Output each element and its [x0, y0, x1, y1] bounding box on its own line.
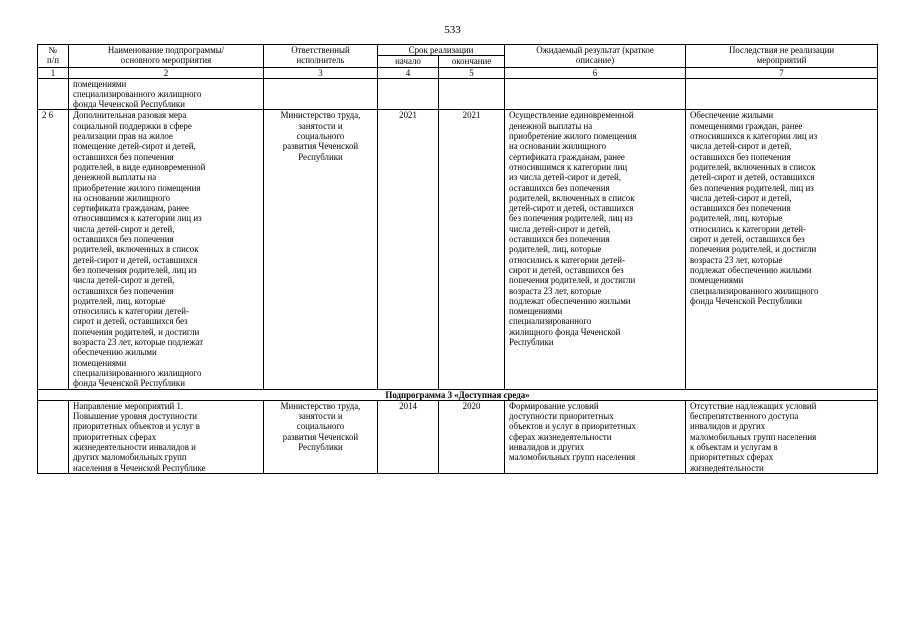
- header-col-end: окончание: [439, 56, 505, 67]
- text-line: сферах жизнедеятельности: [509, 431, 612, 442]
- row-result: [505, 400, 686, 473]
- text-line: Республики: [298, 441, 343, 452]
- text-line: без попечения родителей, лиц из: [690, 182, 814, 193]
- text-line: Повышение уровня доступности: [73, 411, 198, 422]
- text-line: беспрепятственного доступа: [690, 411, 799, 422]
- text-line: родителей, в виде единовременной: [73, 161, 206, 172]
- text-line: оставшихся без попечения: [509, 234, 610, 245]
- header-col-name: [69, 45, 264, 68]
- header-col-period: Срок реализации: [378, 45, 505, 56]
- text-line: специализированного: [509, 316, 592, 327]
- text-line: помещение детей-сирот и детей,: [73, 141, 196, 152]
- text-line: Республики: [298, 151, 343, 162]
- text-line: возраста 23 лет, которые подлежат: [73, 337, 204, 348]
- text-line: из числа детей-сирот и детей,: [509, 172, 621, 183]
- row-start-year: 2021: [378, 110, 439, 389]
- text-line: фонда Чеченской Республики: [73, 378, 185, 389]
- text-line: развития Чеченской: [282, 141, 359, 152]
- row-name: [69, 400, 264, 473]
- col-index: 2: [69, 67, 264, 78]
- text-line: специализированного жилищного: [73, 367, 202, 378]
- text-line: приобретение жилого помещения: [509, 131, 637, 142]
- program-table: [37, 44, 878, 474]
- row-start-year: 2014: [378, 400, 439, 473]
- text-line: помещениями: [73, 357, 127, 368]
- text-line: детей-сирот и детей, оставшихся: [73, 254, 198, 265]
- text-line: Обеспечение жилыми: [690, 110, 774, 121]
- text-line: Наименование подпрограммы/: [107, 45, 225, 55]
- text-line: оставшихся без попечения: [73, 151, 174, 162]
- text-line: подлежат обеспечению жилыми: [509, 295, 631, 306]
- text-line: помещениями: [73, 78, 127, 89]
- row-end-year: 2020: [439, 400, 505, 473]
- text-line: относились к категории детей-: [690, 223, 806, 234]
- col-index: 7: [686, 67, 878, 78]
- text-line: приоритетных объектов и услуг в: [73, 421, 200, 432]
- text-line: специализированного жилищного: [690, 285, 819, 296]
- text-line: сирот и детей, оставшихся без: [690, 234, 805, 245]
- header-col-number: [38, 45, 69, 68]
- text-line: социальной поддержки в сфере: [73, 120, 192, 131]
- text-line: сертификата гражданам, ранее: [73, 203, 189, 214]
- text-line: относились к категории детей-: [509, 254, 625, 265]
- text-line: Ответственный: [291, 45, 350, 55]
- text-line: описание): [575, 55, 615, 66]
- text-line: специализированного жилищного: [73, 88, 202, 99]
- text-line: подлежат обеспечению жилыми: [690, 264, 812, 275]
- text-line: занятости и: [298, 411, 343, 422]
- header-col-consequence: [686, 45, 878, 68]
- text-line: числа детей-сирот и детей,: [73, 275, 175, 286]
- row-executor: [264, 110, 378, 389]
- text-line: приобретение жилого помещения: [73, 182, 201, 193]
- text-line: инвалидов и других: [690, 421, 766, 432]
- header-col-executor: [264, 45, 378, 68]
- text-line: попечения родителей, и достигли: [73, 326, 200, 337]
- text-line: родителей, лиц, которые: [509, 244, 602, 255]
- row-consequence: [686, 110, 878, 389]
- col-index: 1: [38, 67, 69, 78]
- text-line: фонда Чеченской Республики: [690, 295, 802, 306]
- text-line: родителей, лиц, которые: [690, 213, 783, 224]
- text-line: Ожидаемый результат (краткое: [536, 45, 654, 55]
- text-line: оставшихся без попечения: [509, 182, 610, 193]
- text-line: без попечения родителей, лиц из: [73, 264, 197, 275]
- text-line: без попечения родителей, лиц из: [509, 213, 633, 224]
- text-line: п/п: [47, 55, 59, 66]
- row-name-continuation: [69, 78, 264, 110]
- text-line: обеспечению жилыми: [73, 347, 157, 358]
- text-line: Министерство труда,: [280, 400, 361, 411]
- text-line: помещениями граждан, ранее: [690, 120, 803, 131]
- text-line: №: [48, 45, 58, 55]
- text-line: приоритетных сферах: [690, 452, 774, 463]
- text-line: фонда Чеченской Республики: [73, 99, 185, 110]
- text-line: возраста 23 лет, которые: [509, 285, 602, 296]
- text-line: реализации прав на жилое: [73, 131, 173, 142]
- text-line: жизнедеятельности инвалидов и: [73, 441, 196, 452]
- text-line: относились к категории детей-: [73, 306, 189, 317]
- text-line: помещениями: [509, 306, 563, 317]
- text-line: социального: [296, 131, 345, 142]
- text-line: Министерство труда,: [280, 110, 361, 121]
- row-executor: [264, 400, 378, 473]
- column-numbering-row: [38, 67, 878, 78]
- text-line: доступности приоритетных: [509, 411, 614, 422]
- text-line: попечения родителей, и достигли: [690, 244, 817, 255]
- text-line: Дополнительная разовая мера: [73, 110, 187, 121]
- table-row: [38, 78, 878, 110]
- text-line: на основании жилищного: [509, 141, 607, 152]
- text-line: относившимся к категории лиц из: [73, 213, 202, 224]
- text-line: мероприятий: [756, 55, 807, 66]
- section-title: Подпрограмма 3 «Доступная среда»: [38, 389, 878, 400]
- text-line: родителей, лиц, которые: [73, 295, 166, 306]
- text-line: маломобильных групп населения: [690, 431, 817, 442]
- text-line: детей-сирот и детей, оставшихся: [509, 203, 634, 214]
- text-line: помещениями: [690, 275, 744, 286]
- row-consequence: [686, 400, 878, 473]
- text-line: на основании жилищного: [73, 192, 171, 203]
- text-line: родителей, включенных в список: [690, 161, 816, 172]
- text-line: числа детей-сирот и детей,: [690, 141, 792, 152]
- text-line: Отсутствие надлежащих условий: [690, 400, 817, 411]
- text-line: денежной выплаты на: [509, 120, 593, 131]
- text-line: занятости и: [298, 120, 343, 131]
- text-line: жизнедеятельности: [690, 462, 764, 473]
- text-line: к объектам и услугам в: [690, 441, 778, 452]
- text-line: детей-сирот и детей, оставшихся: [690, 172, 815, 183]
- col-index: 4: [378, 67, 439, 78]
- text-line: родителей, включенных в список: [73, 244, 199, 255]
- text-line: относившимся к категории лиц: [509, 161, 628, 172]
- text-line: Формирование условий: [509, 400, 599, 411]
- text-line: развития Чеченской: [282, 431, 359, 442]
- text-line: основного мероприятия: [120, 55, 212, 66]
- text-line: денежной выплаты на: [73, 172, 157, 183]
- text-line: Направление мероприятий 1.: [73, 400, 184, 411]
- text-line: оставшихся без попечения: [690, 151, 791, 162]
- text-line: сирот и детей, оставшихся без: [509, 264, 624, 275]
- text-line: родителей, включенных в список: [509, 192, 635, 203]
- row-number: 2 6: [38, 110, 69, 389]
- text-line: оставшихся без попечения: [690, 203, 791, 214]
- table-header-row: [38, 45, 878, 56]
- text-line: объектов и услуг в приоритетных: [509, 421, 636, 432]
- text-line: приоритетных сферах: [73, 431, 157, 442]
- text-line: маломобильных групп населения: [509, 452, 636, 463]
- col-index: 5: [439, 67, 505, 78]
- table-row: [38, 110, 878, 389]
- text-line: возраста 23 лет, которые: [690, 254, 783, 265]
- col-index: 6: [505, 67, 686, 78]
- row-name: [69, 110, 264, 389]
- text-line: числа детей-сирот и детей,: [509, 223, 611, 234]
- text-line: Последствия не реализации: [728, 45, 835, 55]
- col-index: 3: [264, 67, 378, 78]
- section-row: [38, 389, 878, 400]
- page-number: 533: [444, 24, 461, 36]
- header-col-result: [505, 45, 686, 68]
- text-line: инвалидов и других: [509, 441, 585, 452]
- text-line: сирот и детей, оставшихся без: [73, 316, 188, 327]
- text-line: исполнитель: [296, 55, 345, 66]
- text-line: социального: [296, 421, 345, 432]
- text-line: Осуществление единовременной: [509, 110, 634, 121]
- text-line: сертификата гражданам, ранее: [509, 151, 625, 162]
- text-line: попечения родителей, и достигли: [509, 275, 636, 286]
- text-line: числа детей-сирот и детей,: [690, 192, 792, 203]
- row-end-year: 2021: [439, 110, 505, 389]
- text-line: населения в Чеченской Республике: [73, 462, 206, 473]
- text-line: оставшихся без попечения: [73, 234, 174, 245]
- text-line: оставшихся без попечения: [73, 285, 174, 296]
- header-col-start: начало: [378, 56, 439, 67]
- text-line: жилищного фонда Чеченской: [509, 326, 621, 337]
- text-line: Республики: [509, 337, 554, 348]
- row-result: [505, 110, 686, 389]
- text-line: других маломобильных групп: [73, 452, 187, 463]
- text-line: числа детей-сирот и детей,: [73, 223, 175, 234]
- table-row: [38, 400, 878, 473]
- text-line: относившихся к категории лиц из: [690, 131, 818, 142]
